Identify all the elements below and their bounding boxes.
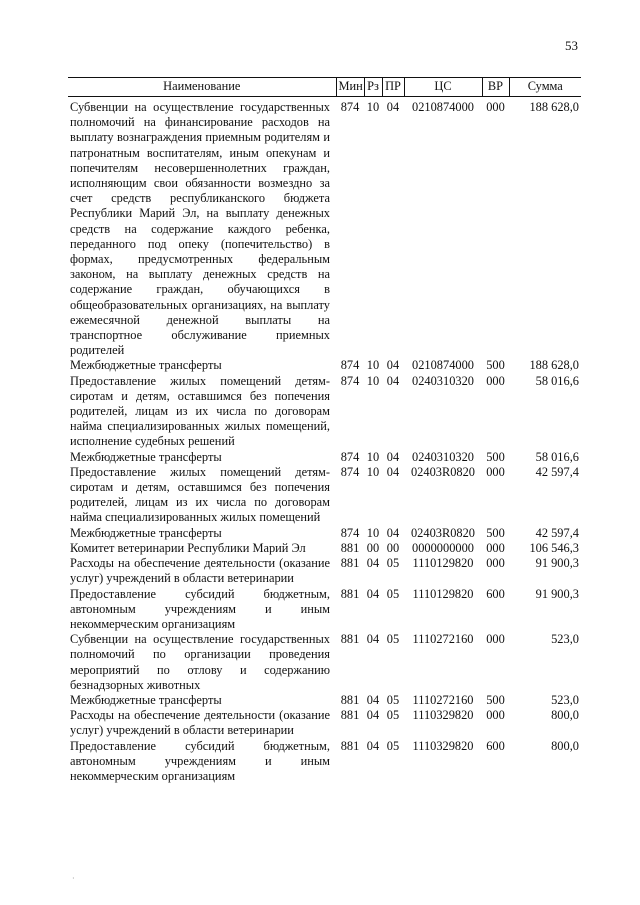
cell-cs: 02403R0820 bbox=[410, 525, 476, 540]
cell-rz: 04 bbox=[366, 586, 380, 601]
cell-pr: 05 bbox=[386, 738, 400, 753]
header-sum: Сумма bbox=[509, 78, 581, 97]
cell-name: Межбюджетные трансферты bbox=[70, 692, 222, 707]
cell-rz: 04 bbox=[366, 556, 380, 571]
cell-sum: 188 628,0 bbox=[529, 358, 579, 373]
cell-name: Предоставление жилых помещений детям-сиротам и детям, оставшимся без попечения родителей, лицам из их числа по договорам найма специализированных жилых помещений, исполнение судебных решений bbox=[70, 373, 330, 449]
cell-cs: 0240310320 bbox=[412, 449, 474, 464]
cell-min: 881 bbox=[340, 540, 360, 555]
header-vr: ВР bbox=[482, 78, 509, 97]
cell-rz: 04 bbox=[366, 692, 380, 707]
cell-name: Расходы на обеспечение деятельности (оказание услуг) учреждений в области ветеринарии bbox=[70, 708, 330, 738]
cell-sum: 800,0 bbox=[551, 738, 579, 753]
cell-vr: 500 bbox=[486, 358, 505, 373]
table-row bbox=[68, 541, 581, 556]
cell-min: 874 bbox=[340, 358, 360, 373]
cell-min: 881 bbox=[340, 632, 360, 647]
cell-min: 874 bbox=[340, 100, 360, 114]
cell-sum: 91 900,3 bbox=[535, 586, 579, 601]
table-row bbox=[68, 556, 581, 586]
cell-sum: 58 016,6 bbox=[535, 449, 579, 464]
cell-rz: 00 bbox=[366, 540, 380, 555]
cell-cs: 1110129820 bbox=[412, 556, 474, 571]
cell-vr: 000 bbox=[486, 100, 505, 114]
cell-name: Комитет ветеринарии Республики Марий Эл bbox=[70, 540, 306, 555]
cell-pr: 00 bbox=[386, 540, 400, 555]
cell-pr: 05 bbox=[386, 556, 400, 571]
cell-min: 881 bbox=[340, 708, 360, 723]
cell-min: 874 bbox=[340, 449, 360, 464]
cell-sum: 523,0 bbox=[551, 632, 579, 647]
table-body bbox=[68, 97, 581, 785]
table-row bbox=[68, 632, 581, 693]
cell-rz: 04 bbox=[366, 708, 380, 723]
cell-pr: 04 bbox=[386, 358, 400, 373]
cell-cs: 1110329820 bbox=[412, 708, 474, 723]
cell-vr: 000 bbox=[486, 540, 505, 555]
table-header-row bbox=[68, 78, 581, 97]
header-pr: ПР bbox=[382, 78, 404, 97]
cell-vr: 000 bbox=[486, 708, 505, 723]
cell-rz: 10 bbox=[366, 100, 380, 114]
cell-rz: 10 bbox=[366, 449, 380, 464]
table-row bbox=[68, 374, 581, 450]
cell-cs: 1110272160 bbox=[412, 692, 474, 707]
cell-rz: 10 bbox=[366, 373, 380, 388]
table-row bbox=[68, 465, 581, 526]
cell-rz: 04 bbox=[366, 632, 380, 647]
cell-sum: 42 597,4 bbox=[535, 464, 579, 479]
cell-sum: 42 597,4 bbox=[535, 525, 579, 540]
cell-name: Межбюджетные трансферты bbox=[70, 525, 222, 540]
cell-min: 881 bbox=[340, 692, 360, 707]
table-row bbox=[68, 526, 581, 541]
header-min: Мин bbox=[336, 78, 364, 97]
table-row bbox=[68, 358, 581, 373]
cell-min: 874 bbox=[340, 373, 360, 388]
cell-rz: 10 bbox=[366, 525, 380, 540]
header-rz: Рз bbox=[364, 78, 382, 97]
cell-name: Межбюджетные трансферты bbox=[70, 358, 222, 373]
table-row bbox=[68, 97, 581, 359]
cell-pr: 04 bbox=[386, 373, 400, 388]
cell-pr: 04 bbox=[386, 525, 400, 540]
cell-sum: 188 628,0 bbox=[529, 100, 579, 114]
header-cs: ЦС bbox=[404, 78, 482, 97]
page-number: 53 bbox=[565, 38, 578, 53]
table-row bbox=[68, 708, 581, 738]
cell-pr: 05 bbox=[386, 692, 400, 707]
scan-mark: · bbox=[72, 874, 75, 883]
cell-cs: 0240310320 bbox=[412, 373, 474, 388]
cell-cs: 1110129820 bbox=[412, 586, 474, 601]
cell-rz: 10 bbox=[366, 464, 380, 479]
cell-vr: 000 bbox=[486, 373, 505, 388]
cell-name: Субвенции на осуществление государственных полномочий на финансирование расходов на выплату вознаграждения приемным родителям и патронатным воспитателям, иным опекунам и попечителям несовершеннолетних граждан, исполняющим свои обязанности возмездно за счет средств республиканского бюджета Республики Марий Эл, на выплату денежных средств на содержание каждого ребенка, переданного под опеку (попечительство) в формах, предусмотренных федеральным законом, на выплату денежных средств на содержание граждан, обучающихся в общеобразовательных организациях, на выплату ежемесячной денежной выплаты на транспортное обслуживание приемных родителей bbox=[70, 100, 330, 358]
cell-pr: 05 bbox=[386, 708, 400, 723]
cell-sum: 523,0 bbox=[551, 692, 579, 707]
cell-min: 881 bbox=[340, 586, 360, 601]
table-row bbox=[68, 739, 581, 785]
cell-cs: 1110272160 bbox=[412, 632, 474, 647]
cell-pr: 05 bbox=[386, 632, 400, 647]
cell-min: 881 bbox=[340, 738, 360, 753]
cell-cs: 0000000000 bbox=[412, 540, 474, 555]
budget-table bbox=[68, 77, 581, 784]
cell-vr: 600 bbox=[486, 738, 505, 753]
cell-sum: 58 016,6 bbox=[535, 373, 579, 388]
cell-cs: 0210874000 bbox=[412, 358, 474, 373]
cell-pr: 04 bbox=[386, 449, 400, 464]
cell-min: 881 bbox=[340, 556, 360, 571]
cell-cs: 02403R0820 bbox=[410, 464, 476, 479]
header-name: Наименование bbox=[68, 78, 336, 97]
cell-name: Субвенции на осуществление государственных полномочий по организации проведения мероприятий по отлову и содержанию безнадзорных животных bbox=[70, 632, 330, 692]
cell-vr: 000 bbox=[486, 632, 505, 647]
cell-name: Предоставление субсидий бюджетным, автономным учреждениям и иным некоммерческим организациям bbox=[70, 738, 330, 783]
cell-name: Межбюджетные трансферты bbox=[70, 449, 222, 464]
cell-sum: 800,0 bbox=[551, 708, 579, 723]
cell-cs: 0210874000 bbox=[412, 100, 474, 114]
cell-vr: 000 bbox=[486, 556, 505, 571]
cell-vr: 500 bbox=[486, 525, 505, 540]
cell-name: Расходы на обеспечение деятельности (оказание услуг) учреждений в области ветеринарии bbox=[70, 556, 330, 586]
cell-name: Предоставление субсидий бюджетным, автономным учреждениям и иным некоммерческим организациям bbox=[70, 586, 330, 631]
cell-vr: 500 bbox=[486, 449, 505, 464]
cell-rz: 04 bbox=[366, 738, 380, 753]
cell-sum: 91 900,3 bbox=[535, 556, 579, 571]
cell-name: Предоставление жилых помещений детям-сиротам и детям, оставшимся без попечения родителей, лицам из их числа по договорам найма специализированных жилых помещений bbox=[70, 464, 330, 525]
cell-sum: 106 546,3 bbox=[529, 540, 579, 555]
cell-vr: 600 bbox=[486, 586, 505, 601]
cell-min: 874 bbox=[340, 464, 360, 479]
cell-min: 874 bbox=[340, 525, 360, 540]
cell-pr: 04 bbox=[386, 464, 400, 479]
cell-vr: 500 bbox=[486, 692, 505, 707]
cell-pr: 05 bbox=[386, 586, 400, 601]
cell-cs: 1110329820 bbox=[412, 738, 474, 753]
cell-pr: 04 bbox=[386, 100, 400, 114]
table-row bbox=[68, 693, 581, 708]
cell-vr: 000 bbox=[486, 464, 505, 479]
table-row bbox=[68, 450, 581, 465]
cell-rz: 10 bbox=[366, 358, 380, 373]
table-row bbox=[68, 587, 581, 633]
